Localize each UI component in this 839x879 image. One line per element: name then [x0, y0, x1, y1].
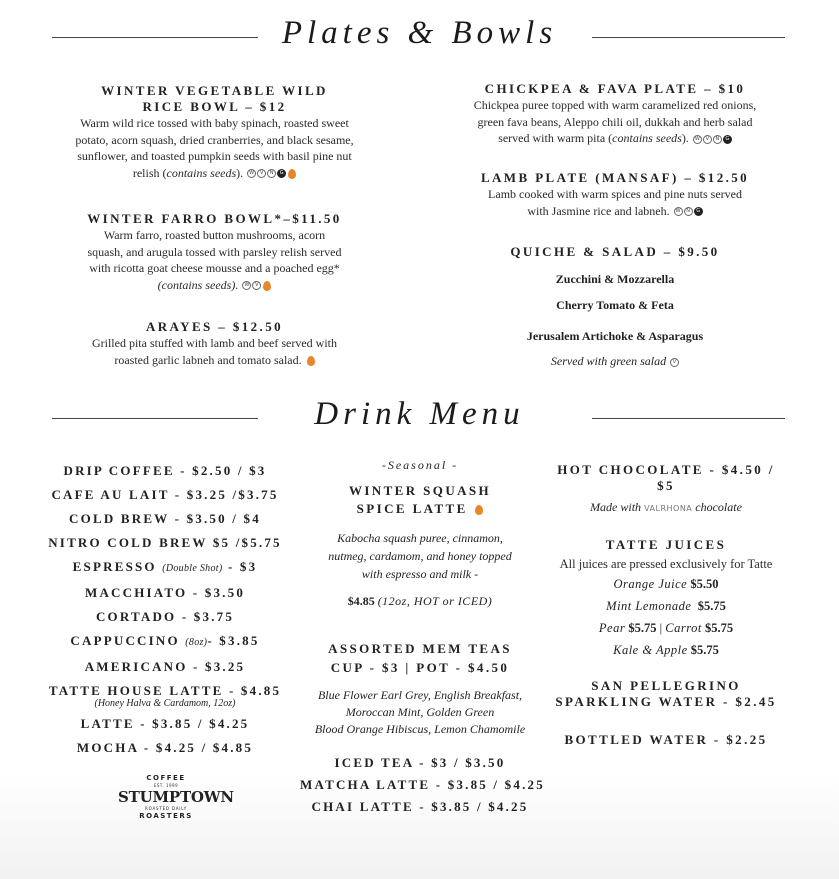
desc-line [72, 352, 357, 369]
logo-text: ROASTED DAILY [145, 806, 187, 811]
desc-text: ). [681, 131, 689, 145]
drink-price: - $3 [227, 559, 258, 574]
drink-item: MACCHIATO - $3.50 [84, 585, 246, 600]
juice-price: $5.50 [690, 576, 719, 591]
vegetarian-icon: V [257, 169, 266, 178]
drink-item: CAFE AU LAIT - $3.25 /$3.75 [51, 487, 279, 502]
gluten-icon: G [694, 207, 703, 216]
contains-seeds-text: contains seeds [166, 165, 237, 180]
drink-item-espresso [40, 555, 290, 581]
seasonal-description [300, 529, 540, 583]
desc-line: Grilled pita stuffed with lamb and beef served with [91, 336, 338, 350]
quiche-option: Jerusalem Artichoke & Asparagus [526, 329, 704, 343]
item-title: ARAYES – $12.50 [145, 319, 283, 334]
drink-item: CHAI LATTE - $3.85 / $4.25 [311, 799, 529, 814]
desc-line [460, 203, 770, 220]
hot-chocolate-title: HOT CHOCOLATE - $4.50 / $5 [557, 462, 775, 493]
seasonal-price [300, 592, 540, 610]
seed-icon [475, 505, 483, 515]
desc-line: green fava beans, Aleppo chili oil, dukkah and herb salad [477, 114, 753, 129]
logo-text: ROASTERS [139, 812, 193, 820]
item-title: LAMB PLATE (MANSAF) – $12.50 [480, 170, 750, 185]
stumptown-logo [118, 774, 234, 834]
wheat-icon: W [693, 135, 702, 144]
pellegrino-price: SPARKLING WATER - $2.45 [555, 693, 777, 709]
seed-icon [288, 169, 296, 179]
price-note: (12oz, HOT or ICED) [377, 594, 493, 608]
menu-item-chickpea-plate [460, 81, 770, 147]
vegetarian-icon: V [252, 281, 261, 290]
drink-item-cappuccino [40, 629, 290, 655]
seed-icon [307, 356, 315, 366]
menu-item-arayes [72, 319, 357, 368]
desc-line: nutmeg, cardamom, and honey topped [328, 549, 512, 563]
juice-price: $5.75 [697, 598, 726, 613]
juice-price: $5.75 [628, 620, 657, 635]
quiche-served-note [460, 354, 770, 369]
desc-line: Blood Orange Hibiscus, Lemon Chamomile [314, 722, 526, 736]
desc-line: Blue Flower Earl Grey, English Breakfast, [317, 688, 523, 702]
contains-seeds-text: (contains seeds). [157, 277, 239, 292]
wheat-icon: W [247, 169, 256, 178]
drink-column-coffee [40, 459, 290, 760]
juice-item [546, 595, 786, 617]
teas-title: ASSORTED MEM TEAS [328, 641, 512, 656]
gluten-icon: G [723, 135, 732, 144]
juice-name: Orange Juice [613, 576, 688, 591]
drink-item: TATTE HOUSE LATTE - $4.85 [48, 683, 282, 698]
logo-text: COFFEE [146, 774, 186, 782]
desc-line: Moroccan Mint, Golden Green [345, 705, 495, 719]
wheat-icon: W [674, 207, 683, 216]
nut-icon: N [267, 169, 276, 178]
wheat-icon: W [242, 281, 251, 290]
desc-line: sunflower, and toasted pumpkin seeds with basil pine nut [77, 149, 352, 163]
desc-line: Warm farro, roasted button mushrooms, acorn [103, 228, 326, 242]
desc-line: Warm wild rice tossed with baby spinach, roasted sweet [80, 116, 349, 130]
juice-item [546, 617, 786, 639]
separator: | [659, 620, 663, 635]
drink-item: NITRO COLD BREW $5 /$5.75 [48, 535, 282, 550]
menu-item-lamb-plate [460, 170, 770, 219]
vegetarian-icon: V [670, 358, 679, 367]
teas-price: CUP - $3 | POT - $4.50 [330, 660, 510, 675]
bottled-water: BOTTLED WATER - $2.25 [564, 731, 768, 747]
juices-subtitle: All juices are pressed exclusively for Tatte [559, 557, 773, 571]
served-text: Served with green salad [550, 354, 667, 368]
drink-item: MATCHA LATTE - $3.85 / $4.25 [300, 777, 545, 792]
drink-item: CORTADO - $3.75 [95, 609, 235, 624]
desc-line [460, 130, 770, 147]
note-text: Made with [590, 500, 642, 514]
juice-item [546, 573, 786, 595]
teas-description [300, 687, 540, 738]
desc-line [62, 165, 367, 182]
contains-seeds-text: contains seeds [612, 131, 682, 145]
drink-note: (8oz) [185, 637, 208, 648]
juice-name: Mint Lemonade [606, 598, 692, 613]
item-title: QUICHE & SALAD – $9.50 [510, 244, 720, 259]
logo-brand: STUMPTOWN [118, 788, 234, 806]
juice-name: Carrot [665, 620, 702, 635]
drink-column-seasonal-tea [300, 458, 545, 818]
drink-item: COLD BREW - $3.50 / $4 [69, 511, 261, 526]
desc-text: roasted garlic labneh and tomato salad. [114, 352, 302, 367]
desc-line: Chickpea puree topped with warm caramelized red onions, [473, 98, 757, 112]
drink-section-title: Drink Menu [314, 396, 525, 432]
desc-text: with Jasmine rice and labneh. [527, 203, 670, 218]
drink-column-other [546, 462, 786, 748]
drink-name: ESPRESSO [72, 559, 157, 574]
drink-item: ICED TEA - $3 / $3.50 [334, 755, 506, 770]
item-description [72, 335, 357, 368]
item-title: CHICKPEA & FAVA PLATE – $10 [484, 81, 746, 96]
seasonal-title-text: SPICE LATTE [356, 501, 468, 516]
desc-text: ). [236, 165, 244, 180]
pellegrino-title: SAN PELLEGRINO [591, 677, 741, 693]
drink-note: (Double Shot) [162, 563, 223, 574]
desc-line: Kabocha squash puree, cinnamon, [337, 531, 503, 545]
item-description [72, 227, 357, 293]
quiche-option: Cherry Tomato & Feta [556, 298, 674, 312]
seasonal-title: WINTER SQUASH [348, 483, 492, 498]
logo-text: EST. 1999 [153, 783, 179, 788]
quiche-option: Zucchini & Mozzarella [555, 272, 675, 286]
desc-line [72, 277, 357, 294]
desc-line: with ricotta goat cheese mousse and a poached egg* [89, 261, 340, 275]
gluten-icon: G [277, 169, 286, 178]
nut-icon: N [713, 135, 722, 144]
juice-price: $5.75 [704, 620, 734, 635]
hot-chocolate-note [546, 500, 786, 515]
desc-line: Lamb cooked with warm spices and pine nuts served [488, 187, 742, 201]
house-latte-note: (Honey Halva & Cardamom, 12oz) [94, 698, 236, 709]
drink-item: AMERICANO - $3.25 [84, 659, 246, 674]
desc-text: served with warm pita ( [498, 131, 613, 145]
item-description [460, 186, 770, 219]
drink-name: CAPPUCCINO [70, 633, 180, 648]
juices-title: TATTE JUICES [605, 537, 727, 552]
drink-item: DRIP COFFEE - $2.50 / $3 [63, 463, 267, 478]
item-description [460, 97, 770, 147]
juice-item [546, 639, 786, 661]
drink-item: MOCHA - $4.25 / $4.85 [76, 740, 254, 755]
item-title: RICE BOWL – $12 [142, 99, 287, 114]
item-title: WINTER VEGETABLE WILD [101, 83, 328, 98]
menu-item-farro-bowl [72, 211, 357, 293]
item-description [62, 115, 367, 181]
item-title: WINTER FARRO BOWL*–$11.50 [87, 211, 342, 226]
drink-item: LATTE - $3.85 / $4.25 [80, 716, 250, 731]
note-text: chocolate [695, 500, 742, 514]
drink-price: - $3.85 [207, 633, 260, 648]
seasonal-title [300, 501, 540, 517]
seed-icon [263, 281, 271, 291]
desc-line: squash, and arugula tossed with parsley relish served [87, 244, 342, 259]
price-value: $4.85 [347, 594, 375, 608]
vegetarian-icon: V [703, 135, 712, 144]
nut-icon: N [684, 207, 693, 216]
plates-section-title: Plates & Bowls [281, 15, 558, 51]
desc-line: with espresso and milk - [361, 567, 479, 581]
menu-item-wild-rice-bowl [62, 83, 367, 181]
juice-name: Kale & Apple [613, 642, 688, 657]
desc-line: potato, acorn squash, dried cranberries, and black sesame, [75, 132, 354, 147]
juice-price: $5.75 [690, 642, 719, 657]
valrhona-logo: VALRHONA [644, 504, 693, 513]
juice-name: Pear [598, 620, 626, 635]
menu-item-quiche-salad [460, 244, 770, 369]
desc-text: relish ( [132, 165, 167, 180]
seasonal-label: -Seasonal - [381, 458, 459, 472]
